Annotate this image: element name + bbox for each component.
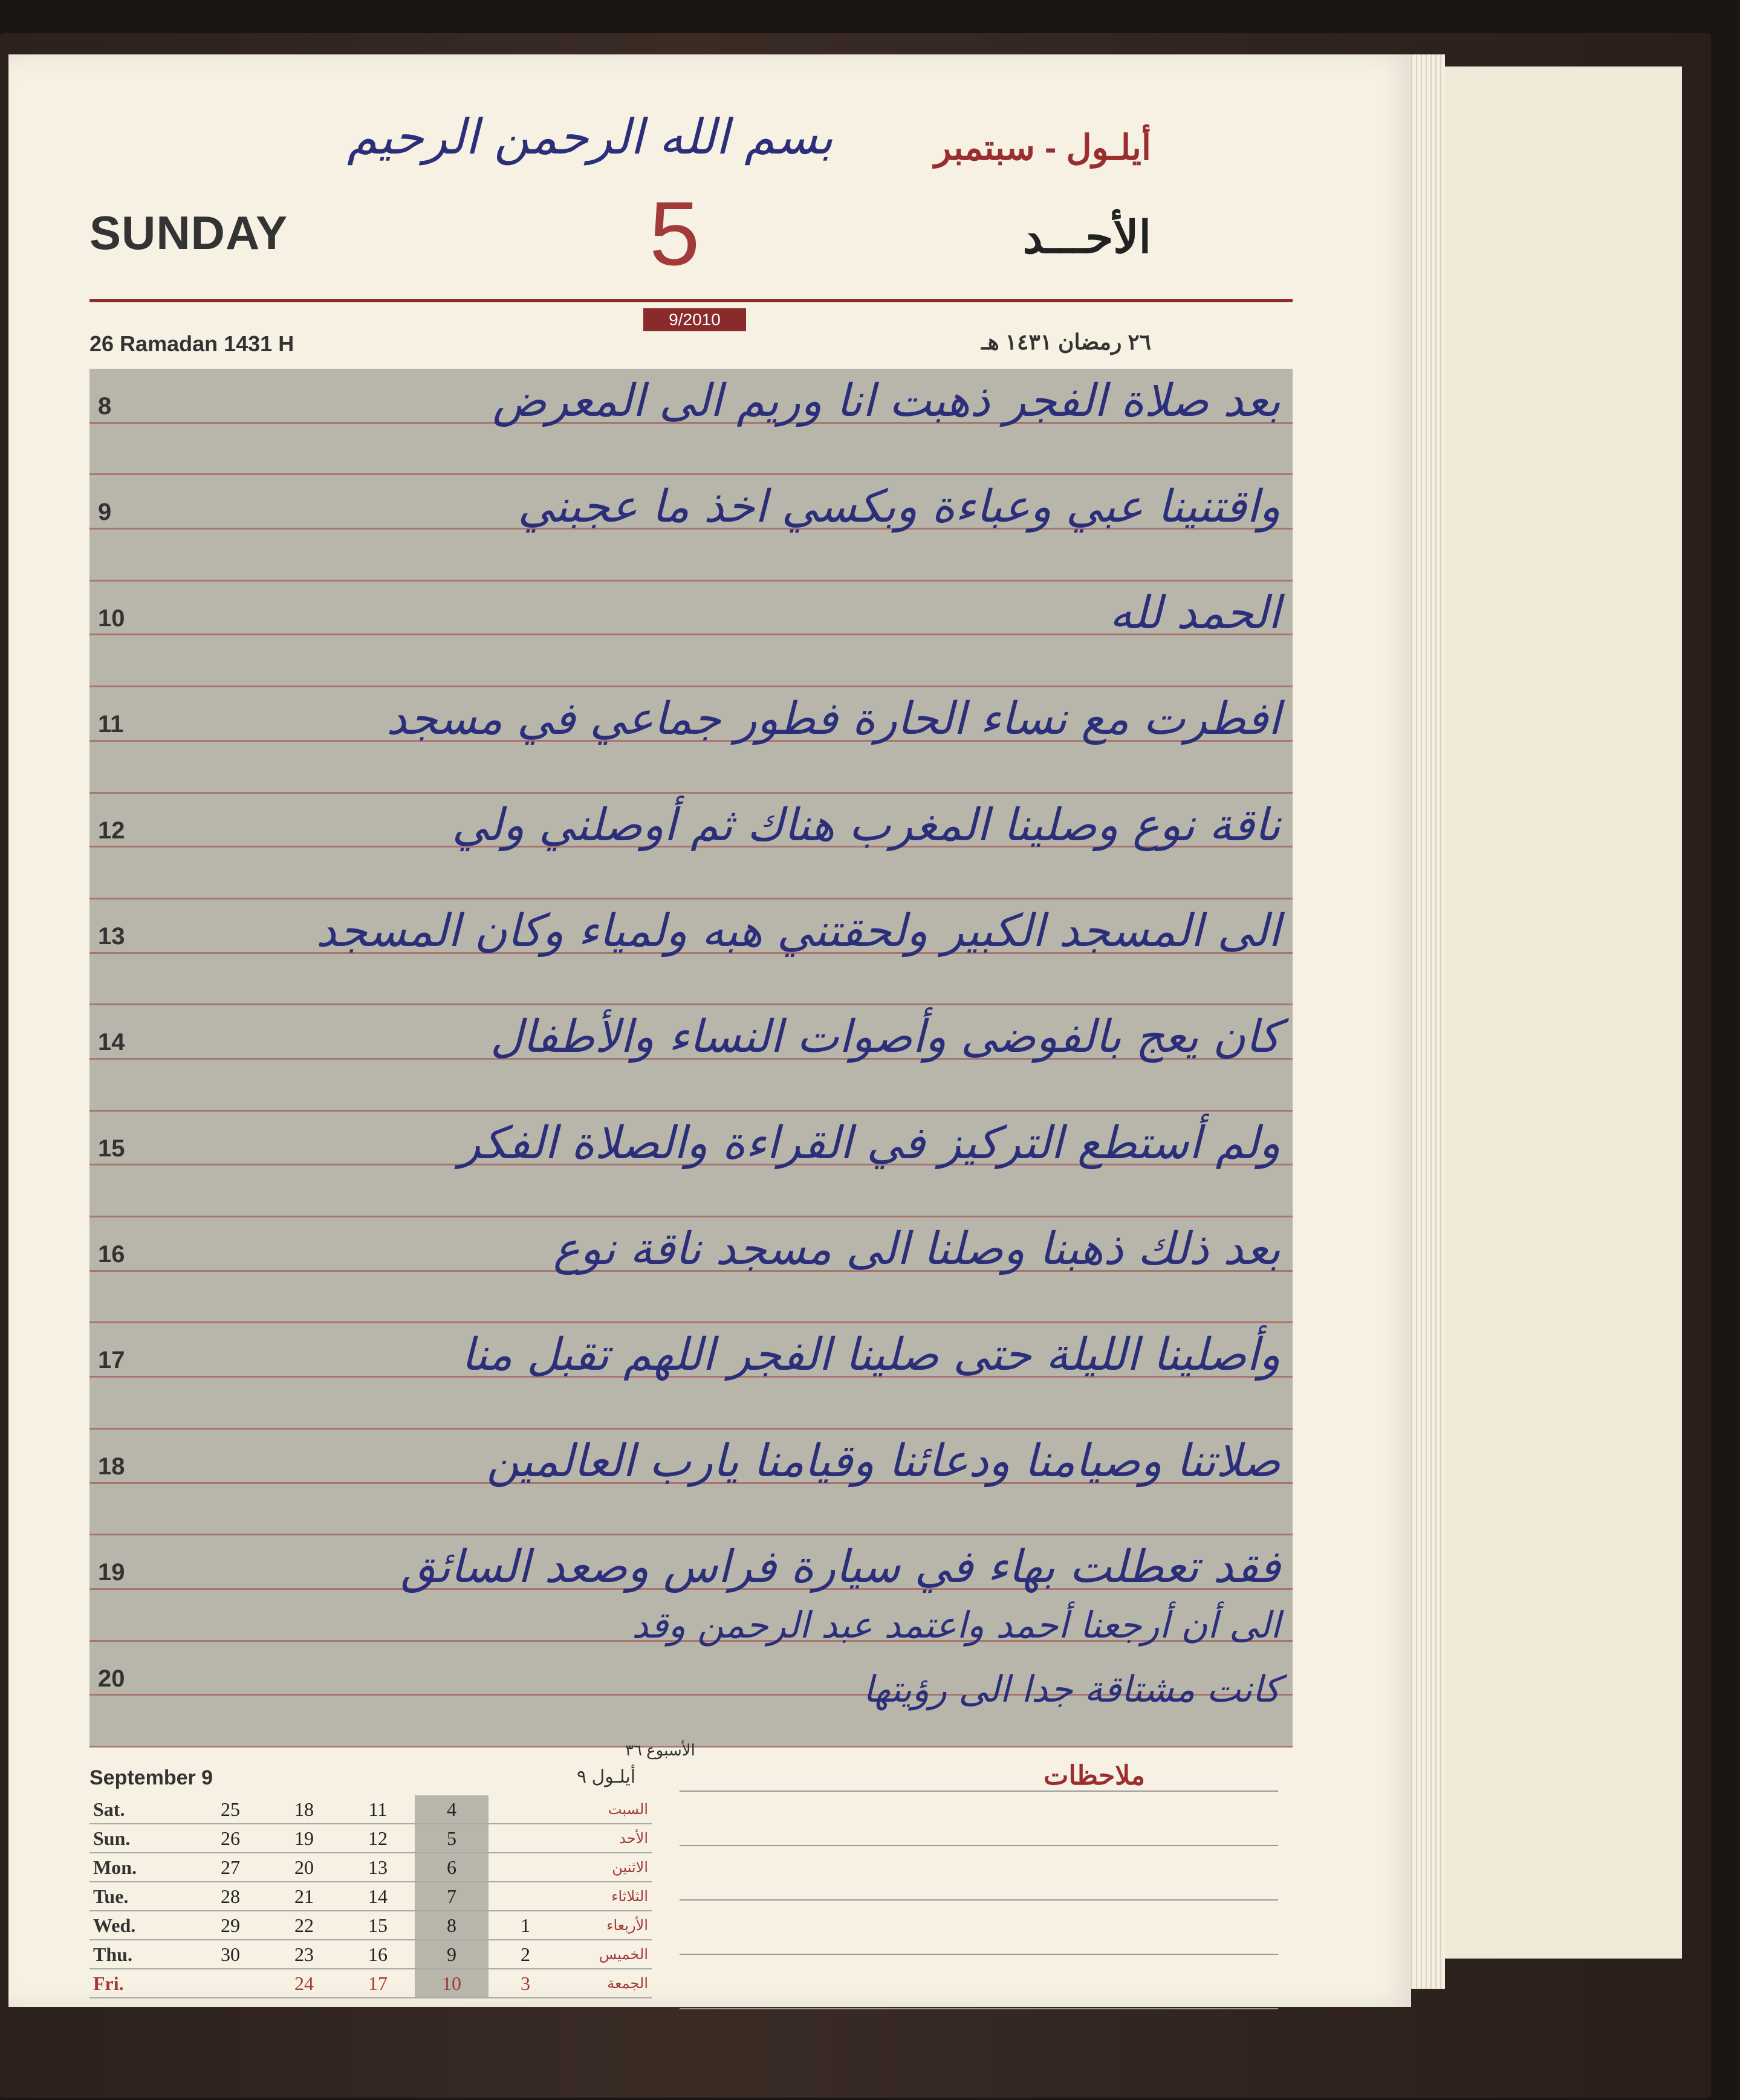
calendar-day: 18 [267, 1795, 341, 1824]
hour-label: 20 [98, 1665, 125, 1692]
calendar-day: 12 [341, 1824, 415, 1853]
calendar-day: 6 [415, 1853, 489, 1882]
calendar-day: 22 [267, 1911, 341, 1940]
grid-line [89, 473, 1293, 475]
hijri-date-english: 26 Ramadan 1431 H [89, 331, 294, 356]
grid-line [89, 898, 1293, 899]
calendar-row [89, 1940, 652, 1969]
calendar-day: 30 [193, 1940, 267, 1969]
header-rule [89, 299, 1293, 302]
hour-label: 18 [98, 1453, 125, 1480]
hour-label: 14 [98, 1029, 125, 1056]
calendar-day: 25 [193, 1795, 267, 1824]
calendar-day [489, 1853, 562, 1882]
notes-line [680, 1791, 1278, 1792]
calendar-row [89, 1853, 652, 1882]
day-name-english: SUNDAY [89, 206, 288, 259]
calendar-day: 17 [341, 1969, 415, 1998]
calendar-day [489, 1795, 562, 1824]
basmala-handwriting: بسم الله الرحمن الرحيم [347, 109, 834, 165]
weekday-label-arabic: الأربعاء [562, 1911, 652, 1940]
handwritten-line: كانت مشتاقة جدا الى رؤيتها [863, 1668, 1281, 1711]
calendar-day: 24 [267, 1969, 341, 1998]
calendar-day: 27 [193, 1853, 267, 1882]
calendar-day: 20 [267, 1853, 341, 1882]
notes-title: ملاحظات [1044, 1761, 1145, 1791]
calendar-row [89, 1911, 652, 1940]
diary-page [8, 54, 1411, 2007]
day-name-arabic: الأحـــد [1022, 212, 1151, 262]
weekday-label: Tue. [89, 1882, 193, 1911]
weekday-label: Sat. [89, 1795, 193, 1824]
grid-line [89, 580, 1293, 582]
handwritten-line: افطرت مع نساء الحارة فطور جماعي في مسجد [386, 693, 1281, 745]
handwritten-line: بعد ذلك ذهبنا وصلنا الى مسجد ناقة نوع [553, 1223, 1281, 1275]
weekday-label-arabic: الأحد [562, 1824, 652, 1853]
hour-label: 9 [98, 499, 112, 526]
weekday-label-arabic: السبت [562, 1795, 652, 1824]
weekday-label: Wed. [89, 1911, 193, 1940]
hour-label: 13 [98, 922, 125, 950]
calendar-row [89, 1795, 652, 1824]
calendar-day: 9 [415, 1940, 489, 1969]
calendar-day: 16 [341, 1940, 415, 1969]
grid-line [89, 685, 1293, 687]
calendar-day: 1 [489, 1911, 562, 1940]
hour-label: 8 [98, 393, 112, 420]
hour-label: 17 [98, 1347, 125, 1374]
hour-label: 15 [98, 1135, 125, 1162]
weekday-label: Sun. [89, 1824, 193, 1853]
grid-line [89, 1003, 1293, 1005]
weekday-label: Fri. [89, 1969, 193, 1998]
hour-label: 12 [98, 817, 125, 844]
hour-label: 11 [98, 711, 124, 738]
handwritten-line: صلاتنا وصيامنا ودعائنا وقيامنا يارب العالمين [486, 1434, 1281, 1487]
calendar-day: 8 [415, 1911, 489, 1940]
calendar-day: 3 [489, 1969, 562, 1998]
notes-line [680, 1899, 1278, 1901]
weekday-label: Thu. [89, 1940, 193, 1969]
notes-line [680, 1845, 1278, 1846]
day-number: 5 [649, 183, 700, 284]
weekday-label: Mon. [89, 1853, 193, 1882]
calendar-day [489, 1882, 562, 1911]
weekday-label-arabic: الاثنين [562, 1853, 652, 1882]
grid-line [89, 1321, 1293, 1323]
hour-label: 16 [98, 1241, 125, 1268]
handwritten-line: الى أن أرجعنا أحمد واعتمد عبد الرحمن وقد [632, 1604, 1281, 1647]
notes-line [680, 1954, 1278, 1955]
grid-line [89, 1110, 1293, 1112]
handwritten-line: واقتنينا عبي وعباءة وبكسي اخذ ما عجبني [518, 481, 1281, 533]
calendar-day: 4 [415, 1795, 489, 1824]
calendar-day: 10 [415, 1969, 489, 1998]
calendar-day: 19 [267, 1824, 341, 1853]
hour-label: 10 [98, 604, 125, 632]
weekday-label-arabic: الثلاثاء [562, 1882, 652, 1911]
handwritten-line: ناقة نوع وصلينا المغرب هناك ثم أوصلني ولي [452, 799, 1281, 851]
date-badge: 9/2010 [643, 308, 746, 331]
calendar-day: 7 [415, 1882, 489, 1911]
weekday-label-arabic: الجمعة [562, 1969, 652, 1998]
calendar-day: 5 [415, 1824, 489, 1853]
handwritten-line: ولم أستطع التركيز في القراءة والصلاة الفكر [458, 1116, 1281, 1169]
calendar-row [89, 1824, 652, 1853]
handwritten-line: بعد صلاة الفجر ذهبت انا وريم الى المعرض [492, 375, 1281, 427]
calendar-day: 14 [341, 1882, 415, 1911]
calendar-title-english: September 9 [89, 1766, 213, 1789]
hijri-date-arabic: ٢٦ رمضان ١٤٣١ هـ [981, 329, 1151, 354]
grid-line [89, 1534, 1293, 1535]
calendar-day: 15 [341, 1911, 415, 1940]
weekday-label-arabic: الخميس [562, 1940, 652, 1969]
mini-calendar [89, 1795, 652, 1998]
calendar-day: 28 [193, 1882, 267, 1911]
calendar-day [193, 1969, 267, 1998]
week-label: الأسبوع ٣٦ [625, 1741, 695, 1759]
handwritten-line: الى المسجد الكبير ولحقتني هبه ولمياء وكان المسجد [316, 904, 1281, 957]
calendar-day: 26 [193, 1824, 267, 1853]
calendar-day: 23 [267, 1940, 341, 1969]
grid-line [89, 1428, 1293, 1430]
calendar-day: 29 [193, 1911, 267, 1940]
grid-line [89, 792, 1293, 794]
calendar-row [89, 1969, 652, 1998]
month-arabic: أيلـول - سبتمبر [934, 128, 1151, 167]
calendar-day: 13 [341, 1853, 415, 1882]
calendar-day: 11 [341, 1795, 415, 1824]
handwritten-line: الحمد لله [1109, 586, 1281, 639]
calendar-day: 21 [267, 1882, 341, 1911]
calendar-day [489, 1824, 562, 1853]
handwritten-line: وأصلينا الليلة حتى صلينا الفجر اللهم تقبل منا [461, 1329, 1281, 1381]
hourly-writing-area [89, 369, 1293, 1747]
calendar-row [89, 1882, 652, 1911]
hour-label: 19 [98, 1559, 125, 1586]
grid-line [89, 1216, 1293, 1217]
calendar-day: 2 [489, 1940, 562, 1969]
handwritten-line: كان يعج بالفوضى وأصوات النساء والأطفال [490, 1011, 1281, 1063]
notes-line [680, 2008, 1278, 2009]
calendar-title-arabic: أيلـول ٩ [577, 1767, 636, 1787]
handwritten-line: فقد تعطلت بهاء في سيارة فراس وصعد السائق [400, 1541, 1281, 1593]
